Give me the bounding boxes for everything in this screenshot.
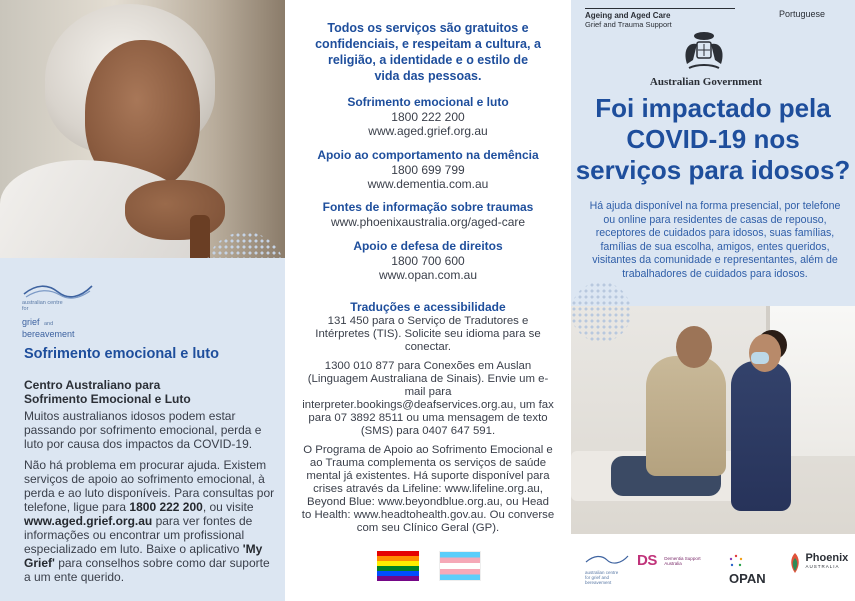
photo-man-head — [676, 326, 712, 368]
brand-line: Ageing and Aged Care — [585, 11, 671, 20]
star-ring-icon — [729, 554, 743, 568]
government-wordmark: Australian Government — [649, 76, 763, 88]
auslan-paragraph: 1300 010 877 para Conexões em Auslan (Linguagem Australiana de Sinais). Envie um e-mail para interpreter.bookings@deafservices.org.au, um fax para 07 3892 8511 ou uma mensagem de texto (SMS) para 0407 647 591. — [302, 360, 554, 437]
service-heading: Apoio ao comportamento na demência — [317, 148, 539, 162]
subtitle-line: Centro Australiano para — [24, 378, 161, 392]
logo-text-line: australian centre — [585, 570, 619, 575]
brand-line: Grief and Trauma Support — [585, 20, 672, 29]
help-paragraph — [24, 458, 279, 584]
logo-text-line: Australia — [664, 561, 682, 566]
opan-wordmark: OPAN — [729, 571, 766, 586]
grief-bereavement-partner-logo — [585, 552, 633, 584]
service-website[interactable]: www.opan.com.au — [378, 268, 478, 282]
organization-name — [24, 378, 274, 406]
photo-cane — [190, 215, 210, 258]
intro-paragraph: Muitos australianos idosos podem estar passando por sofrimento emocional, perda e luto por causa dos impactos da COVID-19. — [24, 409, 262, 451]
text-run: para conselhos sobre como dar suporte a um ente querido. — [24, 556, 270, 584]
section-title: Sofrimento emocional e luto — [24, 346, 219, 362]
elderly-woman-photo — [0, 0, 285, 258]
language-label: Portuguese — [779, 9, 826, 19]
photo-man-body — [646, 356, 726, 476]
text-run: para ver fontes de informações ou encontrar um profissional especializado em luto. Baixe o aplicativo — [24, 514, 253, 556]
transgender-flag-icon — [439, 551, 481, 581]
photo-nurse-body — [731, 361, 791, 511]
logo-text-line: australian centre — [22, 300, 63, 306]
service-block — [301, 95, 555, 138]
phoenix-flame-icon — [789, 552, 801, 574]
service-heading: Fontes de informação sobre traumas — [322, 200, 534, 214]
opan-logo — [729, 552, 779, 584]
subtitle-line: Sofrimento Emocional e Luto — [24, 392, 191, 406]
service-phone[interactable]: 1800 699 799 — [391, 163, 465, 177]
partner-logos — [571, 534, 855, 601]
phoenix-australia-logo — [789, 552, 851, 584]
text-run: , ou visite — [202, 500, 254, 514]
phoenix-wordmark: Phoenix — [805, 552, 849, 564]
grief-bereavement-logo — [22, 282, 102, 339]
right-panel — [571, 0, 855, 601]
logo-text-line: bereavement — [22, 329, 75, 339]
service-heading: Sofrimento emocional e luto — [347, 95, 509, 109]
phone-link[interactable]: 1800 222 200 — [129, 500, 203, 514]
translations-heading: Traduções e acessibilidade — [350, 300, 506, 314]
coat-of-arms-icon — [679, 30, 729, 74]
service-website[interactable]: www.phoenixaustralia.org/aged-care — [330, 215, 526, 229]
logo-text-line: Dementia Support — [664, 556, 701, 561]
tis-paragraph: 131 450 para o Serviço de Tradutores e Intérpretes (TIS). Solicite seu idioma para se conectar. — [315, 315, 541, 353]
service-block — [301, 200, 555, 229]
ds-mark: DS — [637, 552, 657, 569]
program-paragraph: O Programa de Apoio ao Sofrimento Emocional e ao Trauma complementa os serviços de saúde mental já existentes. Há suporte disponível para crises através da Lifeline: www.lifeline.org.au, Beyond Blue: www.beyondblue.org.au, ou Head to Health: www.headtohealth.gov.au. Ou converse com seu Clínico Geral (GP). — [301, 444, 555, 534]
service-website[interactable]: www.dementia.com.au — [367, 177, 489, 191]
left-info-section — [0, 258, 285, 601]
service-phone[interactable]: 1800 222 200 — [391, 110, 465, 124]
services-intro: Todos os serviços são gratuitos e confidenciais, e respeitam a cultura, a religião, a identidade e o estilo de vida das pessoas. — [315, 21, 541, 83]
main-title: Foi impactado pela COVID-19 nos serviços para idosos? — [575, 93, 851, 185]
wave-icon — [22, 282, 94, 300]
service-block — [301, 148, 555, 191]
logo-text-line: grief — [22, 317, 40, 327]
app-name: 'My Grief' — [24, 542, 263, 570]
left-panel — [0, 0, 285, 601]
service-heading: Apoio e defesa de direitos — [353, 239, 503, 253]
logo-text-line: for — [22, 306, 29, 312]
photo-face-mask — [751, 352, 769, 364]
service-phone[interactable]: 1800 700 600 — [391, 254, 465, 268]
logo-text-line: and — [43, 321, 54, 327]
logo-text-line: bereavement — [585, 580, 612, 585]
wave-icon — [585, 554, 629, 565]
website-link[interactable]: www.aged.grief.org.au — [24, 514, 153, 528]
text-run: Não há problema em procurar ajuda. Existem serviços de apoio ao sofrimento emocional, à perda e ao luto disponíveis. Para consultas por telefone, ligue para — [24, 458, 275, 514]
dementia-support-logo — [637, 552, 703, 584]
middle-panel — [285, 0, 571, 601]
program-brand — [585, 8, 735, 29]
translations-section — [301, 300, 555, 541]
service-block — [301, 239, 555, 282]
service-website[interactable]: www.aged.grief.org.au — [368, 124, 488, 138]
photo-hand — [125, 180, 225, 240]
logo-text-line: for grief and — [585, 575, 610, 580]
inclusion-flags — [377, 551, 487, 581]
phoenix-sub: AUSTRALIA — [805, 564, 840, 569]
decorative-dot-pattern — [571, 282, 631, 342]
carer-and-patient-photo — [571, 306, 855, 534]
help-intro: Há ajuda disponível na forma presencial, por telefone ou online para residentes de casas de repouso, receptores de cuidados para idosos, suas famílias, famílias de sua escolha, amigos, entes queridos, visitantes da comunidade e representantes, além de trabalhadores de cuidados para idosos. — [589, 200, 841, 280]
rainbow-flag-icon — [377, 551, 419, 581]
